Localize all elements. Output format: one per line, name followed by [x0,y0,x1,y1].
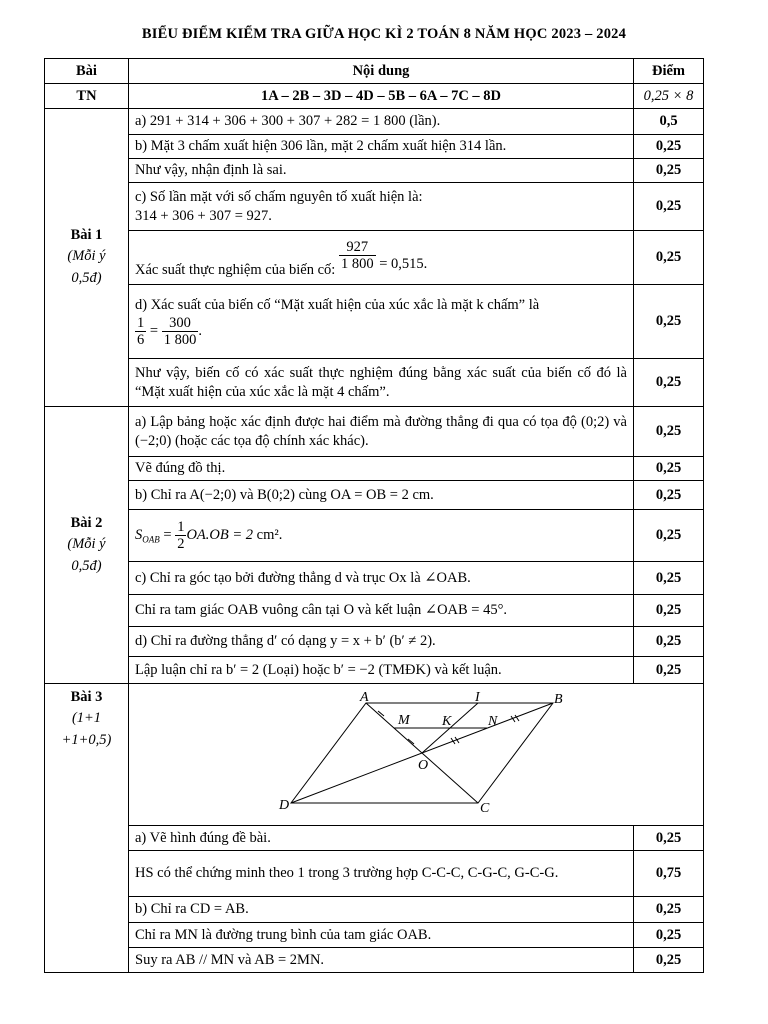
bai2-row-1 [45,407,704,457]
bai2-label-cell [45,407,129,684]
bai2-r7-text: d) Chỉ ra đường thẳng d′ có dạng y = x + b′ (b′ ≠ 2). [129,627,634,657]
bai1-label: Bài 1 [70,227,103,243]
bai3-r4-text: Chỉ ra MN là đường trung bình của tam giác OAB. [129,923,634,948]
bai1-row-6: d) Xác suất của biến cố “Mặt xuất hiện của xúc xắc là mặt k chấm” là $\frac{1}{6}$ = $\frac{300}{1 800}$ . 0,25 [45,285,704,359]
bai1-row-1: Bài 1 (Mỗi ý 0,5đ) a) 291 + 314 + 306 + 300 + 307 + 282 = 1 800 (lần). 0,5 [45,109,704,135]
label-O: O [418,757,429,773]
bai2-label: Bài 2 [70,514,103,531]
bai2-note2: 0,5đ) [71,557,102,574]
bai3-row-4 [45,923,704,948]
bai2-row-2 [45,457,704,481]
bai3-r1-text: a) Vẽ hình đúng đề bài. [129,826,634,851]
bai3-row-3 [45,897,704,923]
bai2-r6-text: Chỉ ra tam giác OAB vuông cân tại O và kết luận ∠OAB = 45°. [129,595,634,627]
bai2-row-4: $S_{OAB}$ = $\frac{1}{2}$ OA.OB = 2 cm². 0,25 [45,510,704,562]
bai3-note2: +1+0,5) [61,732,112,748]
header-diem: Điểm [634,59,704,84]
label-M: M [398,712,410,728]
label-C: C [480,800,490,816]
bai2-r1-text: a) Lập bảng hoặc xác định được hai điểm mà đường thẳng đi qua có tọa độ (0;2) và (−2;0) (hoặc các tọa độ chính xác khác). [129,407,634,457]
parallelogram-figure [266,691,566,819]
page-title: BIỂU ĐIỂM KIỂM TRA GIỮA HỌC KÌ 2 TOÁN 8 NĂM HỌC 2023 – 2024 [141,26,627,42]
bai1-r4-expr: 314 + 306 + 307 = 927. [135,207,272,224]
bai2-r7-diem: 0,25 [634,627,704,657]
bai2-row-5 [45,562,704,595]
bai1-row-5: Xác suất thực nghiệm của biến cố: $\frac{927}{1 800}$ = 0,515. 0,25 [45,231,704,285]
bai2-r8-diem: 0,25 [634,657,704,684]
bai1-r1-diem: 0,5 [634,109,704,135]
bai2-r8-text: Lập luận chỉ ra b′ = 2 (Loại) hoặc b′ = −2 (TMĐK) và kết luận. [129,657,634,684]
bai1-r1-expr: 291 + 314 + 306 + 300 + 307 + 282 = 1 800 [149,113,406,129]
bai1-r5-fraction: $\frac{927}{1 800}$ [340,239,374,272]
bai2-r5-text: c) Chỉ ra góc tạo bởi đường thẳng d và trục Ox là ∠OAB. [129,562,634,595]
header-row [45,59,704,84]
bai3-figure-cell [129,684,704,826]
bai1-r7-text: Như vậy, biến cố có xác suất thực nghiệm đúng bằng xác suất của biến cố đó là “Mặt xuất hiện của xúc xắc là mặt 4 chấm”. [129,359,634,407]
bai1-note1: (Mỗi ý [67,248,106,264]
bai1-r5-diem: 0,25 [634,231,704,285]
bai1-r6-diem: 0,25 [634,285,704,359]
bai3-r2-text: HS có thể chứng minh theo 1 trong 3 trường hợp C-C-C, C-G-C, G-C-G. [129,851,634,897]
bai1-r6-frac2: $\frac{300}{1 800}$ [163,314,197,348]
bai1-r2-diem: 0,25 [634,135,704,159]
bai2-row-8 [45,657,704,684]
label-D: D [279,797,290,813]
bai1-r3-diem: 0,25 [634,159,704,183]
bai2-r2-diem: 0,25 [634,457,704,481]
bai3-label: Bài 3 [70,689,103,705]
label-I: I [475,690,480,705]
header-noidung: Nội dung [129,59,634,84]
bai1-r4-text: c) Số lần mặt với số chấm nguyên tố xuất hiện là: [135,188,423,205]
bai3-row-2 [45,851,704,897]
bai3-note1: (1+1 [71,710,102,726]
tn-diem: 0,25 × 8 [634,84,704,109]
label-K: K [442,713,452,729]
tn-label: TN [76,87,97,104]
grading-table [44,58,704,973]
bai1-row-2 [45,135,704,159]
bai3-r5-text: Suy ra AB // MN và AB = 2MN. [129,948,634,973]
bai3-row-5 [45,948,704,973]
bai1-r3-text: Như vậy, nhận định là sai. [129,159,634,183]
bai3-r3-text: b) Chỉ ra CD = AB. [129,897,634,923]
bai1-note2: 0,5đ) [71,270,102,286]
bai3-r1-diem: 0,25 [634,826,704,851]
label-N: N [488,713,498,729]
bai2-r6-diem: 0,25 [634,595,704,627]
bai2-row-3 [45,481,704,510]
bai1-row-3 [45,159,704,183]
bai2-r5-diem: 0,25 [634,562,704,595]
bai2-r4-fraction: $\frac{1}{2}$ [177,519,185,552]
bai1-r6-frac1: $\frac{1}{6}$ [137,314,145,348]
bai3-r3-diem: 0,25 [634,897,704,923]
bai1-label-cell [45,109,129,407]
bai3-r5-diem: 0,25 [634,948,704,973]
bai3-r2-diem: 0,75 [634,851,704,897]
bai2-row-7 [45,627,704,657]
bai2-note1: (Mỗi ý [67,535,106,552]
bai2-r2-text: Vẽ đúng đồ thị. [129,457,634,481]
bai1-r4-diem: 0,25 [634,183,704,231]
bai1-r7-diem: 0,25 [634,359,704,407]
bai1-row-7 [45,359,704,407]
bai1-row-4 [45,183,704,231]
bai3-label-cell [45,684,129,973]
bai1-r6-text: d) Xác suất của biến cố “Mặt xuất hiện của xúc xắc là mặt k chấm” là [135,296,540,313]
tn-answers: 1A – 2B – 3D – 4D – 5B – 6A – 7C – 8D [129,84,634,109]
header-bai: Bài [45,59,129,84]
label-A: A [360,690,369,705]
bai2-r3-text: b) Chỉ ra A(−2;0) và B(0;2) cùng OA = OB = 2 cm. [129,481,634,510]
bai3-figure-row [45,684,704,826]
bai2-r3-diem: 0,25 [634,481,704,510]
label-B: B [554,691,563,707]
bai3-r4-diem: 0,25 [634,923,704,948]
bai1-r2-text: b) Mặt 3 chấm xuất hiện 306 lần, mặt 2 chấm xuất hiện 314 lần. [129,135,634,159]
bai2-row-6 [45,595,704,627]
bai1-r5-text: Xác suất thực nghiệm của biến cố: [135,262,339,278]
bai2-r4-diem: 0,25 [634,510,704,562]
bai3-row-1 [45,826,704,851]
tn-row [45,84,704,109]
bai2-r1-diem: 0,25 [634,407,704,457]
